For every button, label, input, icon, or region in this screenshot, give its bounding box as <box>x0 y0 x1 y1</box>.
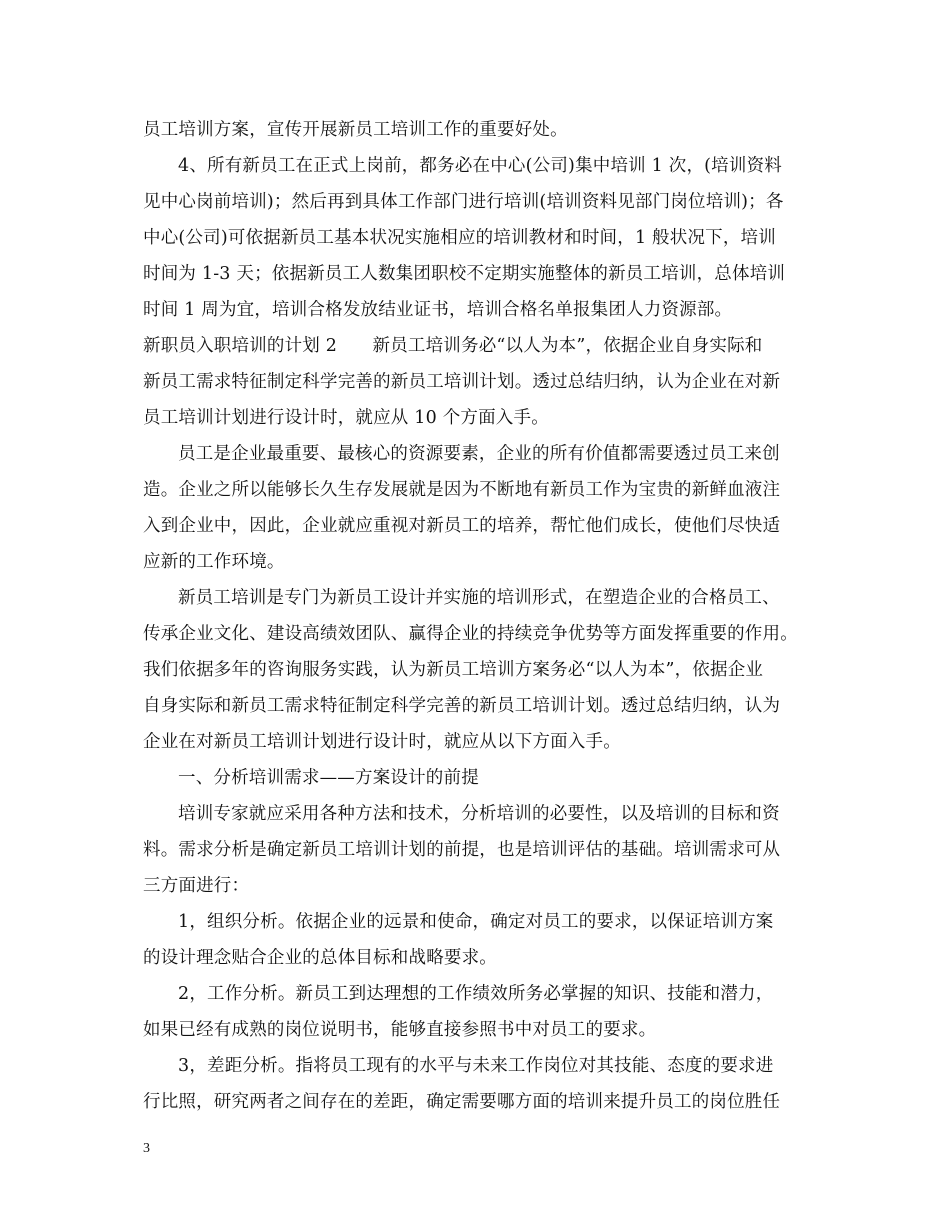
text-line: 行比照，研究两者之间存在的差距，确定需要哪方面的培训来提升员工的岗位胜任 <box>143 1092 781 1112</box>
text-line: 2，工作分析。新员工到达理想的工作绩效所务必掌握的知识、技能和潜力， <box>178 984 774 1004</box>
text-line: 新员工培训是专门为新员工设计并实施的培训形式，在塑造企业的合格员工、 <box>178 588 780 608</box>
text-line: 员工是企业最重要、最核心的资源要素，企业的所有价值都需要透过员工来创 <box>178 444 780 464</box>
text-line: 中心(公司)可依据新员工基本状况实施相应的培训教材和时间，1 般状况下，培训 <box>143 228 776 248</box>
text-line: 造。企业之所以能够长久生存发展就是因为不断地有新员工作为宝贵的新鲜血液注 <box>143 480 781 500</box>
text-line: 新职员入职培训的计划 2 新员工培训务必“以人为本”，依据企业自身实际和 <box>143 336 763 356</box>
text-line: 我们依据多年的咨询服务实践，认为新员工培训方案务必“以人为本”，依据企业 <box>143 660 764 680</box>
text-line: 自身实际和新员工需求特征制定科学完善的新员工培训计划。透过总结归纳，认为 <box>143 696 781 716</box>
text-line: 入到企业中，因此，企业就应重视对新员工的培养，帮忙他们成长，使他们尽快适 <box>143 516 781 536</box>
text-line: 新员工需求特征制定科学完善的新员工培训计划。透过总结归纳，认为企业在对新 <box>143 372 781 392</box>
text-line: 时间 1 周为宜，培训合格发放结业证书，培训合格名单报集团人力资源部。 <box>143 300 733 320</box>
text-line: 如果已经有成熟的岗位说明书，能够直接参照书中对员工的要求。 <box>143 1020 657 1040</box>
text-line: 员工培训计划进行设计时，就应从 10 个方面入手。 <box>143 408 549 428</box>
text-line: 3，差距分析。指将员工现有的水平与未来工作岗位对其技能、态度的要求进 <box>178 1056 774 1076</box>
text-line: 培训专家就应采用各种方法和技术，分析培训的必要性，以及培训的目标和资 <box>178 804 780 824</box>
text-line: 1，组织分析。依据企业的远景和使命，确定对员工的要求，以保证培训方案 <box>178 912 774 932</box>
text-line: 时间为 1-3 天；依据新员工人数集团职校不定期实施整体的新员工培训，总体培训 <box>143 264 786 284</box>
text-line: 4、所有新员工在正式上岗前，都务必在中心(公司)集中培训 1 次，(培训资料 <box>178 156 782 176</box>
text-line: 传承企业文化、建设高绩效团队、赢得企业的持续竞争优势等方面发挥重要的作用。 <box>143 624 798 644</box>
text-line: 员工培训方案，宣传开展新员工培训工作的重要好处。 <box>143 120 568 140</box>
text-line: 的设计理念贴合企业的总体目标和战略要求。 <box>143 948 497 968</box>
text-line: 料。需求分析是确定新员工培训计划的前提，也是培训评估的基础。培训需求可从 <box>143 840 781 860</box>
page-number: 3 <box>143 1141 150 1156</box>
text-line: 三方面进行： <box>143 876 250 896</box>
text-line: 应新的工作环境。 <box>143 552 285 572</box>
text-line: 见中心岗前培训)；然后再到具体工作部门进行培训(培训资料见部门岗位培训)；各 <box>143 192 784 212</box>
section-heading: 一、分析培训需求——方案设计的前提 <box>178 768 479 788</box>
text-line: 企业在对新员工培训计划进行设计时，就应从以下方面入手。 <box>143 732 621 752</box>
